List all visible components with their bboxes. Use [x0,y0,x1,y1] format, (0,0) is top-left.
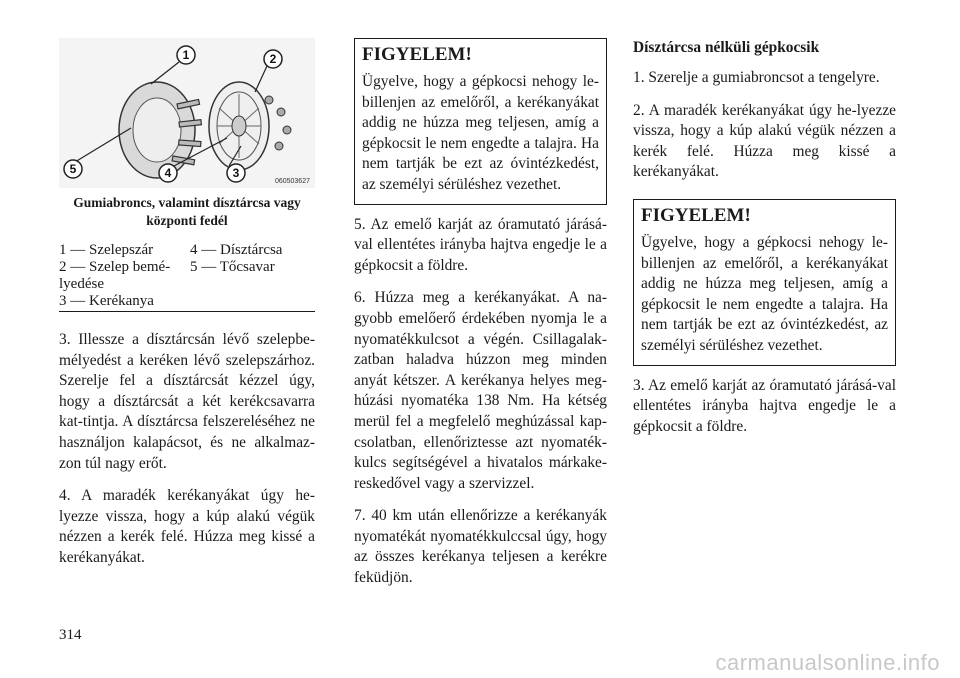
step-paragraph: 2. A maradék kerékanyákat úgy he-lyezze vissza, hogy a kúp alakú végük nézzen a kerék felé. Húzza meg kissé a kerékanyákat. [633,101,896,181]
legend-item: 3 — Kerékanya [59,293,154,309]
section-heading: Dísztárcsa nélküli gépkocsik [633,39,820,56]
column-right [633,38,896,449]
warning-box [633,199,896,366]
legend-item [190,293,315,310]
watermark-text: carmanualsonline.info [715,650,940,675]
warning-title: FIGYELEM! [362,44,472,65]
callout-1: 1 [182,48,190,62]
warning-box [354,38,607,205]
column-middle [354,38,607,601]
step-paragraph: 1. Szerelje a gumiabroncsot a tengelyre. [633,69,880,86]
step-paragraph: 5. Az emelő karját az óramutató járásá-val ellentétes irányba hajtva engedje le a gépkocsit a földre. [354,215,607,274]
step-paragraph: 6. Húzza meg a kerékanyákat. A na-gyobb emelőerő érdekében nyomja le a nyomatékkulcsot a végén. Csillagalak-zatban haladva húzzon meg minden anyát kétszer. A kerékanya helyes meg-húzási nyomatéka 138 Nm. Ha kétség merül fel a megfelelő meghúzással kap-csolatban, ellenőriztesse azt nyomaték-kulcs segítségével a hivatalos márkake-reskedővel vagy a szervizzel. [354,289,607,492]
wheel-figure [59,38,315,188]
figure-caption: Gumiabroncs, valamint dísztárcsa vagy központi fedél [73,195,301,228]
callout-5: 5 [69,162,77,176]
warning-text: Ügyelve, hogy a gépkocsi nehogy le-billenjen az emelőről, a kerékanyákat addig ne húzza meg teljesen, amíg a gépkocsit le nem engedte a talajra. Ha nem tartják be ezt az óvintézkedést, az személyi sérüléshez vezethet. [362,73,599,193]
legend-item: 4 — Dísztárcsa [190,242,283,258]
figure-code: 060503627 [274,178,310,185]
callout-3: 3 [232,166,240,180]
step-paragraph: 7. 40 km után ellenőrizze a kerékanyák nyomatékát nyomatékkulccsal úgy, hogy az összes kerékanya teljesen a kerékre feküdjön. [354,507,607,587]
page-number: 314 [59,627,82,643]
figure-legend [59,242,315,312]
warning-title: FIGYELEM! [641,204,751,226]
legend-item: 5 — Tőcsavar [190,259,275,275]
callout-4: 4 [164,166,172,180]
column-left [59,38,315,581]
legend-item: 1 — Szelepszár [59,242,154,258]
warning-text: Ügyelve, hogy a gépkocsi nehogy le-billenjen az emelőről, a kerékanyákat addig ne húzza meg teljesen, amíg a gépkocsit le nem engedte a talajra. Ha nem tartják be ezt az óvintézkedést, az személyi sérüléshez vezethet. [641,233,888,354]
step-paragraph: 3. Illessze a dísztárcsán lévő szelepbe-mélyedést a keréken lévő szelepszárhoz. Szerelje fel a dísztárcsát kézzel úgy, hogy a dísztárcsát a két kerékcsavarra kat-tintja. A dísztárcsa felszereléséhez ne használjon kalapácsot, és ne alkalmaz-zon túl nagy erőt. [59,331,315,472]
legend-item: 2 — Szelep bemé- lyedése [59,259,171,292]
legend-row [59,242,315,259]
wheel-diagram-illustration [59,38,315,188]
legend-row [59,293,315,310]
step-paragraph: 4. A maradék kerékanyákat úgy he-lyezze vissza, hogy a kúp alakú végük nézzen a kerék felé. Húzza meg kissé a kerékanyákat. [59,487,315,566]
step-paragraph: 3. Az emelő karját az óramutató járásá-val ellentétes irányba hajtva engedje le a gépkocsit a földre. [633,376,896,435]
callout-2: 2 [269,52,277,66]
legend-row [59,259,315,293]
